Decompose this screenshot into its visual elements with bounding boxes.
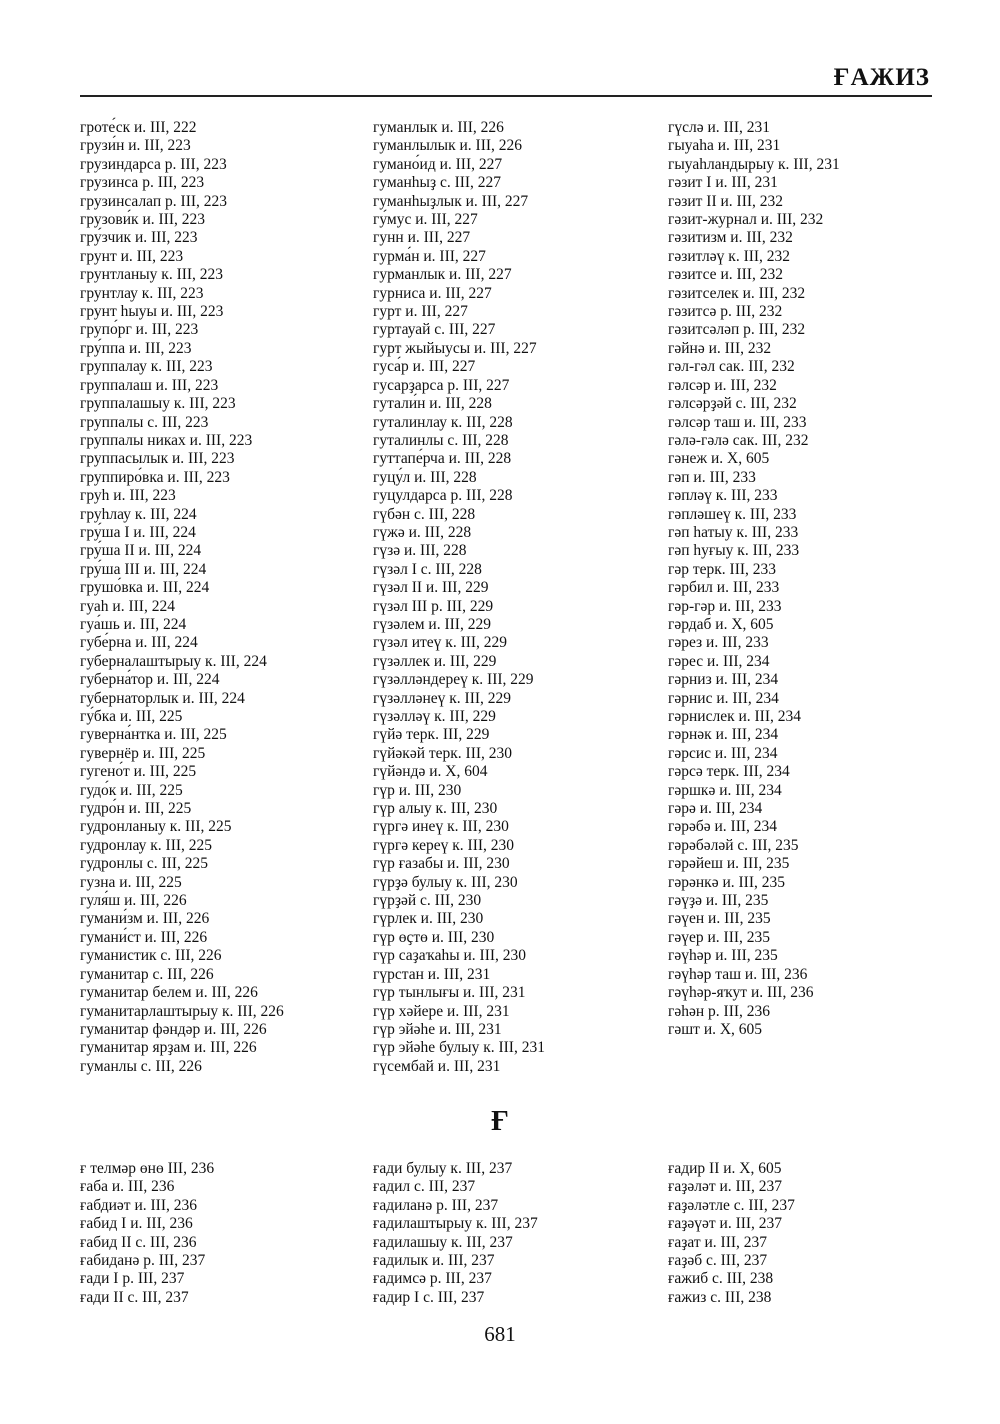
index-entry: ғади I р. III, 237 [80, 1270, 185, 1288]
index-entry: гуцу́л и. III, 228 [373, 468, 477, 486]
index-entry: гуманитар фәндәр и. III, 226 [80, 1020, 267, 1038]
index-entry: гәрсә терк. III, 234 [668, 763, 790, 781]
index-entry: гәүһәр и. III, 235 [668, 947, 778, 965]
index-entry: гәзитсәләп р. III, 232 [668, 321, 806, 339]
index-entry: гувернёр и. III, 225 [80, 744, 206, 762]
index-entry: ғадир II и. X, 605 [668, 1160, 782, 1177]
index-entry: гәйнә и. III, 232 [668, 339, 772, 357]
index-entry: ғадил с. III, 237 [373, 1178, 476, 1196]
index-entry: гүр ғазабы и. III, 230 [373, 855, 510, 873]
index-entry: гуса́р и. III, 227 [373, 358, 476, 376]
index-entry: группалаш и. III, 223 [80, 376, 219, 394]
index-entry: гуталинлы с. III, 228 [373, 431, 509, 449]
index-entry: гуманитар ярҙам и. III, 226 [80, 1039, 257, 1057]
index-entry: гәрниз и. III, 234 [668, 671, 779, 689]
index-entry: ғадилык и. III, 237 [373, 1252, 495, 1270]
index-entry: гәр терк. III, 233 [668, 560, 777, 578]
page-number: 681 [484, 1322, 516, 1346]
index-entry: группалы с. III, 223 [80, 413, 209, 431]
index-entry: гәзитизм и. III, 232 [668, 229, 793, 247]
index-entry: гәзитселек и. III, 232 [668, 284, 806, 302]
index-entry: гәрнис и. III, 234 [668, 689, 779, 707]
index-entry: гүр хәйере и. III, 231 [373, 1002, 510, 1020]
index-entry: грунтланыу к. III, 223 [80, 266, 224, 284]
index-entry: грунт и. III, 223 [80, 247, 184, 265]
index-entry: гәрә и. III, 234 [668, 800, 763, 818]
index-entry: гәп һуғыу к. III, 233 [668, 542, 800, 560]
index-entry: гру́ппа и. III, 223 [80, 339, 192, 357]
index-entry: гәпләү к. III, 233 [668, 487, 778, 505]
index-entry: гурт жыйыусы и. III, 227 [373, 339, 537, 357]
index-entry: грунт һыуы и. III, 223 [80, 303, 224, 321]
index-entry: ғади булыу к. III, 237 [373, 1160, 513, 1177]
index-entry: гудронланыу к. III, 225 [80, 818, 232, 836]
index-entry: гәрбил и. III, 233 [668, 579, 780, 597]
index-entry: ғабид I и. III, 236 [80, 1215, 193, 1233]
index-entry: гумани́ст и. III, 226 [80, 928, 208, 946]
index-entry: гәршкә и. III, 234 [668, 781, 782, 799]
index-entry: гүрлек и. III, 230 [373, 910, 484, 928]
index-entry: группалашыу к. III, 223 [80, 395, 236, 413]
section-letter: Ғ [491, 1106, 509, 1137]
index-entry: гузна и. III, 225 [80, 873, 182, 891]
index-entry: грушо́вка и. III, 224 [80, 579, 210, 597]
index-entry: гунн и. III, 227 [373, 229, 471, 247]
index-entry: гәлсәрҙәй с. III, 232 [668, 395, 797, 413]
index-entry: гәзитләү к. III, 232 [668, 247, 791, 265]
index-entry: гәл-гәл сак. III, 232 [668, 358, 795, 376]
index-entry: гәпләшеү к. III, 233 [668, 505, 797, 523]
index-entry: грузи́н и. III, 223 [80, 137, 191, 155]
index-entry: гәһән р. III, 236 [668, 1002, 771, 1020]
index-entry: гурниса и. III, 227 [373, 284, 492, 302]
index-entry: грузинсалап р. III, 223 [80, 192, 228, 210]
index-entry: гәр-гәр и. III, 233 [668, 597, 782, 615]
index-entry: гәүҙә и. III, 235 [668, 892, 769, 910]
index-entry: гүбән с. III, 228 [373, 505, 476, 523]
index-entry: гәрез и. III, 233 [668, 634, 769, 652]
index-entry: гуа́шь и. III, 224 [80, 615, 187, 633]
header-rule [80, 95, 932, 97]
index-entry: гу́бка и. III, 225 [80, 708, 183, 725]
index-entry: гүзәлләү к. III, 229 [373, 708, 496, 725]
index-entry: гәрәбәләй с. III, 235 [668, 836, 799, 854]
index-entry: гүжә и. III, 228 [373, 523, 472, 541]
index-entry: групо́рг и. III, 223 [80, 321, 199, 339]
index-entry: гүрҙәй с. III, 230 [373, 892, 482, 910]
index-entry: грузови́к и. III, 223 [80, 211, 205, 229]
index-entry: группасылык и. III, 223 [80, 450, 235, 468]
index-entry: гуцулдарса р. III, 228 [373, 487, 513, 505]
index-entry: гүзәл III р. III, 229 [373, 597, 494, 615]
index-entry: гәрдаб и. X, 605 [668, 615, 774, 633]
bottom-column-3 [668, 1160, 795, 1307]
index-entry: гудронлау к. III, 225 [80, 836, 213, 854]
index-entry: грузинса р. III, 223 [80, 174, 205, 192]
index-entry: ғади II с. III, 237 [80, 1288, 189, 1306]
index-entry: гәрнислек и. III, 234 [668, 708, 802, 725]
index-entry: гуверна́нтка и. III, 225 [80, 726, 227, 744]
index-entry: гуманһыҙлык и. III, 227 [373, 192, 529, 210]
index-entry: ғадиланә р. III, 237 [373, 1196, 499, 1214]
index-entry: ғадир I с. III, 237 [373, 1288, 485, 1306]
index-entry: группалау к. III, 223 [80, 358, 213, 376]
index-entry: гәзитсә р. III, 232 [668, 303, 783, 321]
index-entry: ғ телмәр өнө III, 236 [80, 1160, 215, 1177]
index-entry: груһлау к. III, 224 [80, 505, 197, 523]
top-column-2 [373, 119, 545, 1076]
index-entry: гуаһ и. III, 224 [80, 597, 175, 615]
index-entry: гүйәндә и. X, 604 [373, 763, 488, 781]
index-entry: гүзәлем и. III, 229 [373, 615, 491, 633]
index-entry: гру́ша II и. III, 224 [80, 542, 202, 560]
index-entry: груһ и. III, 223 [80, 487, 176, 505]
index-entry: гүзәлләндереү к. III, 229 [373, 671, 534, 689]
index-entry: ғажиб с. III, 238 [668, 1270, 774, 1288]
index-entry: гуманлык и. III, 226 [373, 119, 504, 136]
index-entry: гу́мус и. III, 227 [373, 211, 478, 229]
index-entry: гумано́ид и. III, 227 [373, 155, 503, 173]
index-entry: гүр эйәһе булыу к. III, 231 [373, 1039, 545, 1057]
index-entry: гәүен и. III, 235 [668, 910, 771, 928]
index-entry: гүзәл II и. III, 229 [373, 579, 489, 597]
index-entry: гурма́н и. III, 227 [373, 247, 486, 265]
index-entry: гәрәйеш и. III, 235 [668, 855, 790, 873]
index-entry: гәрес и. III, 234 [668, 652, 770, 670]
index-entry: губерна́тор и. III, 224 [80, 671, 220, 689]
index-entry: ғаҙәб с. III, 237 [668, 1252, 768, 1270]
index-entry: ғаҙәләтле с. III, 237 [668, 1196, 795, 1214]
index-entry: гуманитар с. III, 226 [80, 965, 214, 983]
index-entry: гүзәллек и. III, 229 [373, 652, 497, 670]
index-entry: гәрәбә и. III, 234 [668, 818, 778, 836]
index-entry: ғажиз с. III, 238 [668, 1288, 772, 1306]
index-entry: гүзәл итеү к. III, 229 [373, 634, 508, 652]
index-entry: гүслә и. III, 231 [668, 119, 771, 136]
index-entry: гүзәлләнеү к. III, 229 [373, 689, 512, 707]
index-entry: гурманлык и. III, 227 [373, 266, 512, 284]
index-entry: гру́ша I и. III, 224 [80, 523, 196, 541]
header-word: ҒАЖИЗ [833, 64, 930, 91]
index-entry: группалы никах и. III, 223 [80, 431, 253, 449]
index-entry: гудо́к и. III, 225 [80, 781, 183, 799]
index-entry: гроте́ск и. III, 222 [80, 119, 197, 136]
index-entry: ғаба и. III, 236 [80, 1178, 175, 1196]
index-entry: гүр өҫтө и. III, 230 [373, 928, 495, 946]
index-entry: гүзәл I с. III, 228 [373, 560, 482, 578]
index-entry: гәшт и. X, 605 [668, 1020, 763, 1038]
index-entry: гүйәкәй терк. III, 230 [373, 744, 513, 762]
index-entry: гуталинлау к. III, 228 [373, 413, 513, 431]
index-entry: гүсембай и. III, 231 [373, 1057, 501, 1075]
index-entry: гәлсәр и. III, 232 [668, 376, 777, 394]
index-entry: ғаҙат и. III, 237 [668, 1233, 768, 1251]
index-entry: гуманитарлаштырыу к. III, 226 [80, 1002, 284, 1020]
index-entry: гүр тынлығы и. III, 231 [373, 984, 526, 1002]
index-entry: гыуаһа и. III, 231 [668, 137, 781, 155]
index-entry: гәрсис и. III, 234 [668, 744, 778, 762]
index-entry: гәзитсе и. III, 232 [668, 266, 783, 284]
index-entry: гәлсәр таш и. III, 233 [668, 413, 807, 431]
index-entry: гру́ша III и. III, 224 [80, 560, 207, 578]
index-entry: грунтлау к. III, 223 [80, 284, 204, 302]
index-entry: гәзит I и. III, 231 [668, 174, 778, 192]
index-entry: ғадилашыу к. III, 237 [373, 1233, 513, 1251]
index-entry: гүрстан и. III, 231 [373, 965, 491, 983]
index-entry: гүйә терк. III, 229 [373, 726, 490, 744]
index-entry: гру́зчик и. III, 223 [80, 229, 198, 247]
index-entry: гуманлы с. III, 226 [80, 1057, 202, 1075]
index-entry: гуманистик с. III, 226 [80, 947, 222, 965]
index-entry: гәзит-журнал и. III, 232 [668, 211, 824, 229]
index-entry: гәп и. III, 233 [668, 468, 756, 486]
index-entry: гүргә инеү к. III, 230 [373, 818, 509, 836]
index-entry: гәүһәр-яҡут и. III, 236 [668, 984, 814, 1002]
index-entry: губерналаштырыу к. III, 224 [80, 652, 267, 670]
index-entry: гүр саҙаҡаһы и. III, 230 [373, 947, 527, 965]
index-entry: ғадимсә р. III, 237 [373, 1270, 492, 1288]
index-entry: гуртауай с. III, 227 [373, 321, 496, 339]
index-entry: гуманлылык и. III, 226 [373, 137, 523, 155]
index-entry: ғабид II с. III, 236 [80, 1233, 197, 1251]
index-entry: гуля́ш и. III, 226 [80, 892, 187, 910]
index-entry: гәп һатыу к. III, 233 [668, 523, 799, 541]
top-column-3 [668, 119, 840, 1039]
top-column-1 [80, 119, 284, 1076]
index-entry: гүргә кереү к. III, 230 [373, 836, 515, 854]
index-entry: губернаторлык и. III, 224 [80, 689, 245, 707]
bottom-column-2 [373, 1160, 538, 1307]
index-entry: гүзә и. III, 228 [373, 542, 467, 560]
index-entry: гәүһәр таш и. III, 236 [668, 965, 808, 983]
index-entry: группиро́вка и. III, 223 [80, 468, 230, 486]
index-entry: ғаҙәләт и. III, 237 [668, 1178, 783, 1196]
index-entry: гыуаһландырыу к. III, 231 [668, 155, 840, 173]
index-entry: гуманһыҙ с. III, 227 [373, 174, 502, 192]
index-entry: гәнеж и. X, 605 [668, 450, 770, 468]
index-entry: гүр и. III, 230 [373, 781, 462, 799]
index-entry: гурт и. III, 227 [373, 303, 468, 321]
index-entry: гуттапе́рча и. III, 228 [373, 450, 512, 468]
index-entry: ғадилаштырыу к. III, 237 [373, 1215, 538, 1233]
index-entry: гәүер и. III, 235 [668, 928, 771, 946]
index-entry: ғабиданә р. III, 237 [80, 1252, 206, 1270]
index-entry: гусарҙарса р. III, 227 [373, 376, 510, 394]
index-entry: грузиндарса р. III, 223 [80, 155, 227, 173]
index-entry: губе́рна и. III, 224 [80, 634, 198, 652]
index-entry: гәлә-гәлә сак. III, 232 [668, 431, 809, 449]
index-entry: гумани́зм и. III, 226 [80, 910, 210, 928]
index-entry: гудронлы с. III, 225 [80, 855, 208, 873]
index-entry: гүрҙә булыу к. III, 230 [373, 873, 518, 891]
index-entry: гәзит II и. III, 232 [668, 192, 784, 210]
bottom-column-1 [80, 1160, 214, 1307]
index-entry: гүр алыу к. III, 230 [373, 800, 498, 818]
index-entry: ғабдиәт и. III, 236 [80, 1196, 197, 1214]
index-entry: гугено́т и. III, 225 [80, 763, 197, 781]
index-entry: гәрәнкә и. III, 235 [668, 873, 785, 891]
index-entry: ғаҙәүәт и. III, 237 [668, 1215, 783, 1233]
index-entry: гуманитар белем и. III, 226 [80, 984, 258, 1002]
index-entry: гүр эйәһе и. III, 231 [373, 1020, 502, 1038]
index-entry: гәрнәк и. III, 234 [668, 726, 779, 744]
index-entry: гудро́н и. III, 225 [80, 800, 192, 818]
index-entry: гутали́н и. III, 228 [373, 395, 492, 413]
